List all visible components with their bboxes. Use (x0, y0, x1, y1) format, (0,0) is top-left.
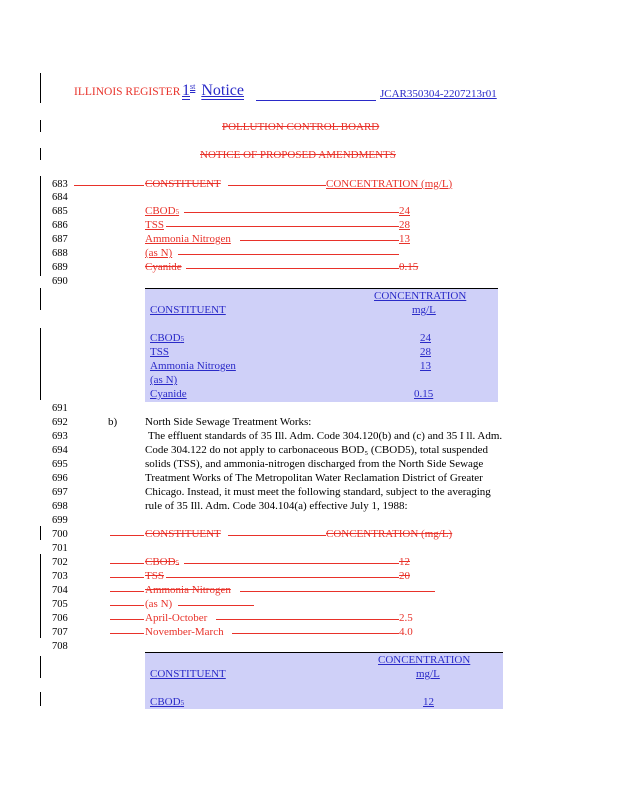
t2-new-concentration-header: CONCENTRATION (378, 654, 471, 666)
t2-old-value: 2.5 (399, 612, 413, 624)
t2-old-value: 4.0 (399, 626, 413, 638)
leader-line (110, 563, 144, 564)
header-rule (256, 100, 376, 101)
paragraph-line: solids (TSS), and ammonia-nitrogen discharged from the North Side Sewage (145, 458, 484, 470)
line-number: 701 (52, 543, 68, 554)
line-number: 705 (52, 599, 68, 610)
change-bar (40, 120, 41, 132)
notice-label: Notice (201, 82, 244, 99)
notice-heading (182, 82, 244, 100)
line-number: 684 (52, 192, 68, 203)
line-number: 707 (52, 627, 68, 638)
line-number: 687 (52, 234, 68, 245)
line-number: 685 (52, 206, 68, 217)
t1-old-value: 13 (399, 233, 410, 245)
t1-new-row-cbod: CBOD5 (150, 332, 185, 344)
line-number: 699 (52, 515, 68, 526)
t2-old-constituent-header: CONSTITUENT (145, 528, 221, 540)
change-bar (40, 288, 41, 310)
t1-old-value: 24 (399, 205, 410, 217)
notice-number: 1 (182, 82, 190, 99)
leader-line (240, 240, 399, 241)
t2-new-value: 12 (423, 696, 434, 708)
t2-old-row-ammonia: Ammonia Nitrogen (145, 584, 231, 596)
line-number: 695 (52, 459, 68, 470)
line-number: 690 (52, 276, 68, 287)
t1-old-concentration-header: CONCENTRATION (mg/L) (326, 178, 453, 190)
line-number: 688 (52, 248, 68, 259)
change-bar (40, 328, 41, 400)
line-number: 696 (52, 473, 68, 484)
t1-new-value: 13 (420, 360, 431, 372)
t1-old-row-cyanide: Cyanide (145, 261, 182, 273)
leader-line (240, 591, 435, 592)
line-number: 703 (52, 571, 68, 582)
paragraph-line: Chicago. Instead, it must meet the following standard, subject to the averaging (145, 486, 491, 498)
section-title: North Side Sewage Treatment Works: (145, 416, 312, 428)
t1-new-row-ammonia: Ammonia Nitrogen (150, 360, 236, 372)
leader-line (110, 535, 144, 536)
leader-line (186, 268, 399, 269)
leader-line (110, 619, 144, 620)
line-number: 689 (52, 262, 68, 273)
t1-new-concentration-header: CONCENTRATION (374, 290, 467, 302)
leader-line (74, 185, 144, 186)
t2-new-constituent-header: CONSTITUENT (150, 668, 226, 680)
leader-line (110, 605, 144, 606)
t1-old-row-as-n: (as N) (145, 247, 173, 259)
t2-old-row-as-n: (as N) (145, 598, 173, 610)
t1-new-value: 0.15 (414, 388, 434, 400)
change-bar (40, 526, 41, 540)
leader-line (184, 563, 399, 564)
t2-old-row-tss: TSS (145, 570, 164, 582)
t2-old-value: 12 (399, 556, 410, 568)
t2-new-row-cbod: CBOD5 (150, 696, 185, 708)
t2-old-row-cbod: CBOD5 (145, 556, 180, 568)
leader-line (110, 591, 144, 592)
line-number: 698 (52, 501, 68, 512)
leader-line (166, 226, 399, 227)
t1-old-row-tss: TSS (145, 219, 164, 231)
leader-line (166, 577, 399, 578)
leader-line (110, 633, 144, 634)
t1-new-row-cyanide: Cyanide (150, 388, 187, 400)
line-number: 706 (52, 613, 68, 624)
notice-subtitle: NOTICE OF PROPOSED AMENDMENTS (200, 149, 396, 161)
t1-old-value: 28 (399, 219, 410, 231)
register-label: ILLINOIS REGISTER (74, 86, 181, 98)
line-number: 694 (52, 445, 68, 456)
paragraph-line: rule of 35 Ill. Adm. Code 304.104(a) effective July 1, 1988: (145, 500, 408, 512)
t1-new-unit-header: mg/L (412, 304, 436, 316)
line-number: 693 (52, 431, 68, 442)
leader-line (232, 633, 399, 634)
paragraph-line: Code 304.122 do not apply to carbonaceous BOD₅ (CBOD5), total suspended (145, 444, 488, 456)
t2-old-concentration-header: CONCENTRATION (mg/L) (326, 528, 453, 540)
change-bar (40, 176, 41, 276)
jcar-code: JCAR350304-2207213r01 (380, 88, 497, 100)
t2-old-value: 20 (399, 570, 410, 582)
line-number: 692 (52, 417, 68, 428)
t2-old-row-november-march: November-March (145, 626, 224, 638)
t1-new-row-tss: TSS (150, 346, 169, 358)
paragraph-line: The effluent standards of 35 Ill. Adm. Code 304.120(b) and (c) and 35 I ll. Adm. (148, 430, 503, 442)
t2-new-unit-header: mg/L (416, 668, 440, 680)
t1-old-row-ammonia: Ammonia Nitrogen (145, 233, 231, 245)
section-label: b) (108, 416, 118, 428)
t1-new-value: 28 (420, 346, 431, 358)
line-number: 683 (52, 179, 68, 190)
line-number: 700 (52, 529, 68, 540)
notice-superscript: st (190, 82, 196, 91)
t1-old-constituent-header: CONSTITUENT (145, 178, 221, 190)
change-bar (40, 656, 41, 678)
board-title: POLLUTION CONTROL BOARD (222, 121, 380, 133)
leader-line (110, 577, 144, 578)
t1-new-value: 24 (420, 332, 431, 344)
t1-old-row-cbod: CBOD5 (145, 205, 180, 217)
leader-line (178, 254, 399, 255)
t1-new-row-as-n: (as N) (150, 374, 178, 386)
t1-old-value: 0.15 (399, 261, 419, 273)
line-number: 702 (52, 557, 68, 568)
line-number: 708 (52, 641, 68, 652)
leader-line (184, 212, 399, 213)
change-bar (40, 73, 41, 103)
leader-line (178, 605, 254, 606)
paragraph-line: Treatment Works of The Metropolitan Water Reclamation District of Greater (145, 472, 483, 484)
t1-new-constituent-header: CONSTITUENT (150, 304, 226, 316)
line-number: 704 (52, 585, 68, 596)
line-number: 686 (52, 220, 68, 231)
leader-line (228, 185, 326, 186)
t2-old-row-april-october: April-October (145, 612, 208, 624)
change-bar (40, 554, 41, 638)
leader-line (216, 619, 399, 620)
leader-line (228, 535, 326, 536)
change-bar (40, 692, 41, 706)
line-number: 691 (52, 403, 68, 414)
change-bar (40, 148, 41, 160)
line-number: 697 (52, 487, 68, 498)
